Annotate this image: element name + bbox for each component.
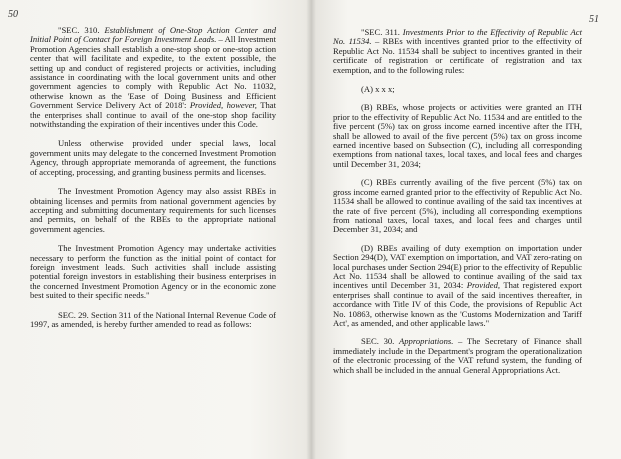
sec-311-label: "SEC. 311. [361, 27, 403, 37]
right-page-text [333, 28, 582, 385]
sec-310-body: – All Investment Promotion Agencies shall establish a one-stop shop or one-stop action center that will facilitate and expedite, to the extent possible, the setting up and conduct of registered projects or activities, including assistance in coordinating with the local government units and other government agencies to comply with Republic Act No. 11032, otherwise known as the 'Ease of Doing Business and Efficient Government Service Delivery Act of 2018': [30, 34, 276, 111]
item-b: (B) RBEs, whose projects or activities were granted an ITH prior to the effectivity of Republic Act No. 11534 and are entitled to the five percent (5%) tax on gross income earned incentive after the ITH, shall be allowed to avail of the five percent (5%) tax on gross income earned incentive based on Subsection (C), including all corresponding exemptions from national taxes, local taxes, and local fees and charges until December 31, 2034; [333, 102, 582, 169]
sec-310-label: "SEC. 310. [58, 25, 105, 35]
item-d-start: (D) RBEs availing of duty exemption on importation under Section 294(D), VAT exemption on importation, and VAT zero-rating on local purchases under Section 294(E) prior to the effectivity of Republic Act No. 11534 shall be allowed to continue availing of the said tax incentives until December 31, 2034: [333, 242, 582, 291]
sec-310-proviso: Provided, however, [189, 100, 257, 111]
item-d-end: That registered export enterprises shall continue to avail of the said incentives thereafter, in accordance with Title IV of this Code, the provisions of Republic Act No. 10863, otherwise known as the 'Customs Modernization and Tariff Act', as amended, and other applicable laws." [333, 280, 583, 328]
item-a: (A) x x x; [361, 84, 395, 95]
left-page-text [30, 26, 276, 339]
sec-310-title: Establishment of One-Stop Action Center and Initial Point of Contact for Foreign Investment Leads. [30, 25, 276, 45]
sec-29-paragraph: SEC. 29. Section 311 of the National Internal Revenue Code of 1997, as amended, is hereby further amended to read as follows: [30, 309, 276, 329]
right-page [311, 0, 621, 459]
lgu-delegation-paragraph: Unless otherwise provided under special laws, local government units may delegate to the concerned Investment Promotion Agency, through appropriate memoranda of agreement, the functions of accepting, processing, and granting business permits and licenses. [30, 138, 276, 177]
sec-311-paragraph [333, 28, 582, 75]
item-d [333, 244, 582, 329]
item-d-proviso: Provided, [466, 280, 501, 291]
sec-310-paragraph [30, 26, 276, 129]
book-gutter [306, 0, 316, 459]
item-c: (C) RBEs currently availing of the five percent (5%) tax on gross income earned granted prior to the effectivity of Republic Act No. 11534 shall be allowed to continue availing of the said tax incentives at the rate of five percent (5%), including all corresponding exemptions from national taxes, local taxes, and local fees and charges until December 31, 2034; and [333, 177, 582, 235]
sec-30-label: SEC. 30. [361, 336, 400, 347]
ipa-assist-paragraph: The Investment Promotion Agency may also assist RBEs in obtaining licenses and permits from national government agencies by accepting and submitting documentary requirements for such licenses and permits, on behalf of the RBEs to the appropriate national government agencies. [30, 186, 276, 234]
sec-311-body: – RBEs with incentives granted prior to the effectivity of Republic Act No. 11534 shall be subject to incentives granted in their certificate of registration or certificate of registration and tax exemption, and to the following rules: [333, 36, 582, 75]
page-number-left: 50 [8, 9, 18, 20]
sec-311-title: Investments Prior to the Effectivity of Republic Act No. 11534. [333, 27, 582, 47]
sec-30-body: – The Secretary of Finance shall immediately include in the Department's program the operationalization of the electronic processing of the VAT refund system, the funding of which shall be included in the annual General Appropriations Act. [333, 336, 582, 375]
page-number-right: 51 [589, 14, 599, 25]
ipa-contact-paragraph: The Investment Promotion Agency may undertake activities necessary to perform the function as the initial point of contact for foreign investment leads. Such activities shall include assisting potential foreign investors in establishing their business enterprises in the concerned Investment Promotion Agency or in the economic zone best suited to their specific needs." [30, 243, 276, 301]
sec-310-end: That the enterprises shall continue to avail of the one-stop shop facility notwithstanding the expiration of their incentives under this Code. [30, 100, 276, 130]
sec-30-title: Appropriations. [399, 336, 454, 347]
sec-30-paragraph [333, 337, 582, 375]
